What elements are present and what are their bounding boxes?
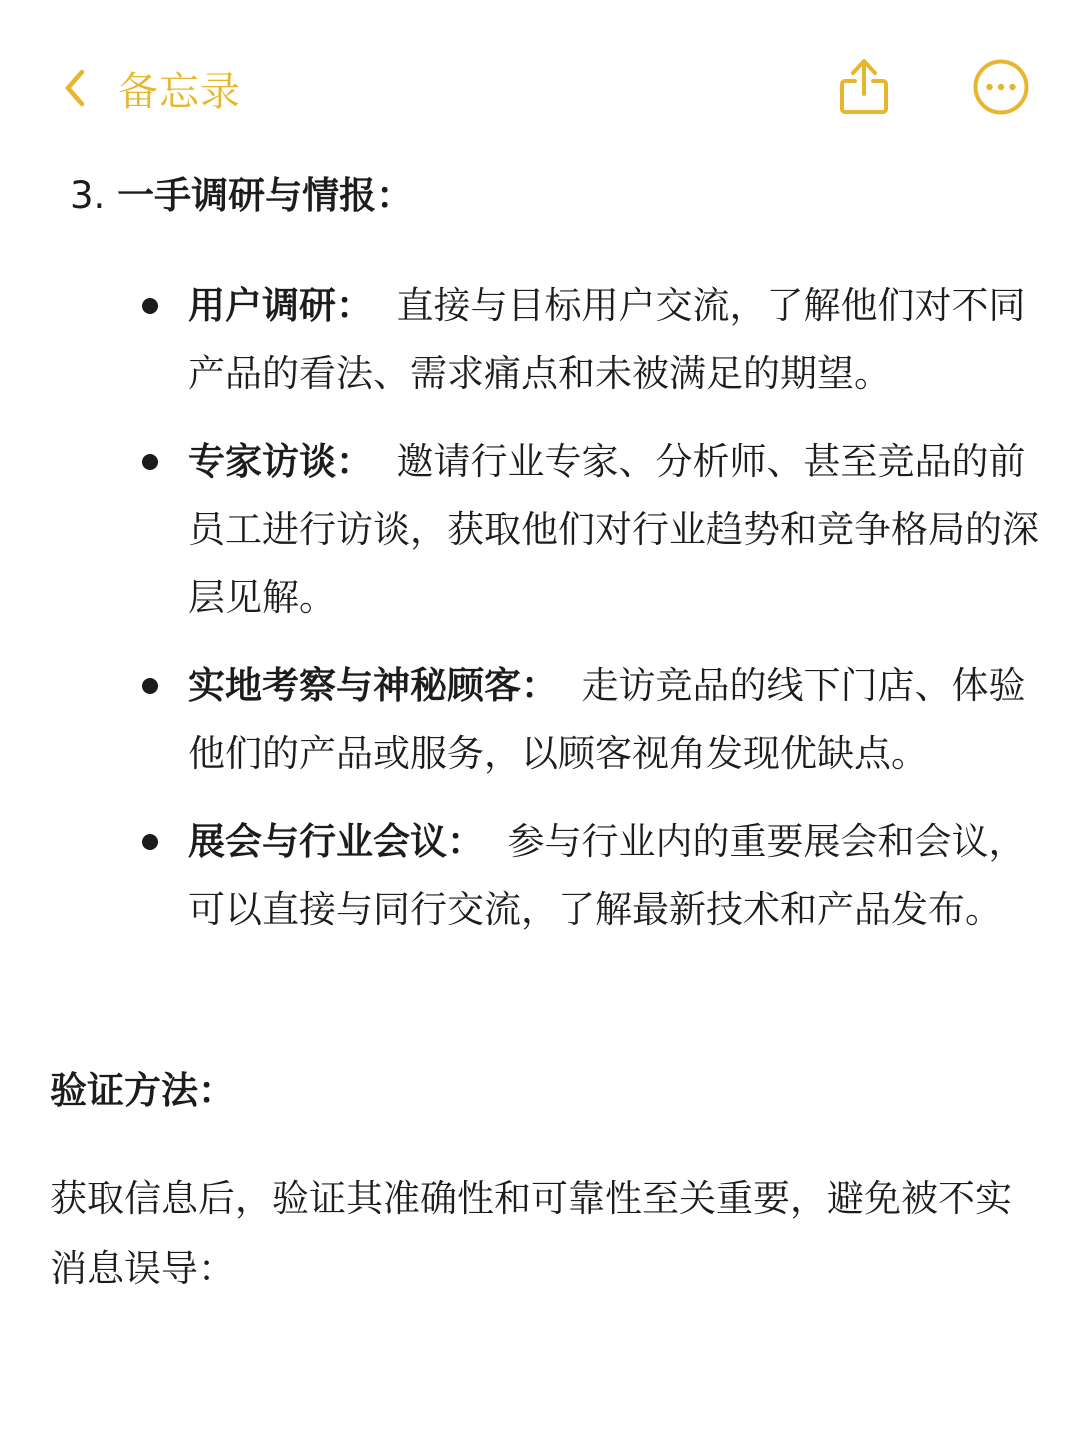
- share-icon[interactable]: [836, 56, 892, 118]
- item-term: 实地考察与神秘顾客：: [188, 664, 558, 707]
- section-number: 3.: [70, 174, 106, 217]
- more-icon[interactable]: [972, 58, 1030, 116]
- back-button[interactable]: [62, 58, 241, 118]
- bullet-icon: [142, 678, 158, 694]
- item-desc: 直接与目标用户交流，了解他们对不同产品的看法、需求痛点和未被满足的期望。: [188, 284, 1026, 395]
- navigation-bar: [0, 0, 1080, 170]
- list-item: [140, 652, 1040, 788]
- list-item: [140, 428, 1040, 632]
- section-title-text: 一手调研与情报：: [117, 174, 414, 217]
- item-term: 用户调研：: [188, 284, 373, 327]
- list-item: [140, 272, 1040, 408]
- bullet-icon: [142, 454, 158, 470]
- item-desc: 邀请行业专家、分析师、甚至竞品的前员工进行访谈，获取他们对行业趋势和竞争格局的深层见解。: [188, 440, 1039, 619]
- back-label: 备忘录: [118, 68, 241, 115]
- section-title: [70, 170, 413, 222]
- item-term: 展会与行业会议：: [188, 820, 484, 863]
- item-term: 专家访谈：: [188, 440, 373, 483]
- list-item: [140, 808, 1040, 944]
- bullet-icon: [142, 298, 158, 314]
- verify-paragraph: 获取信息后，验证其准确性和可靠性至关重要，避免被不实消息误导：: [50, 1177, 1012, 1290]
- chevron-left-icon: [62, 68, 88, 108]
- verify-heading: 验证方法：: [50, 1069, 235, 1112]
- item-desc: 参与行业内的重要展会和会议，可以直接与同行交流，了解最新技术和产品发布。: [188, 820, 1026, 931]
- item-desc: 走访竞品的线下门店、体验他们的产品或服务，以顾客视角发现优缺点。: [188, 664, 1026, 775]
- bullet-list: [140, 272, 1040, 964]
- bullet-icon: [142, 834, 158, 850]
